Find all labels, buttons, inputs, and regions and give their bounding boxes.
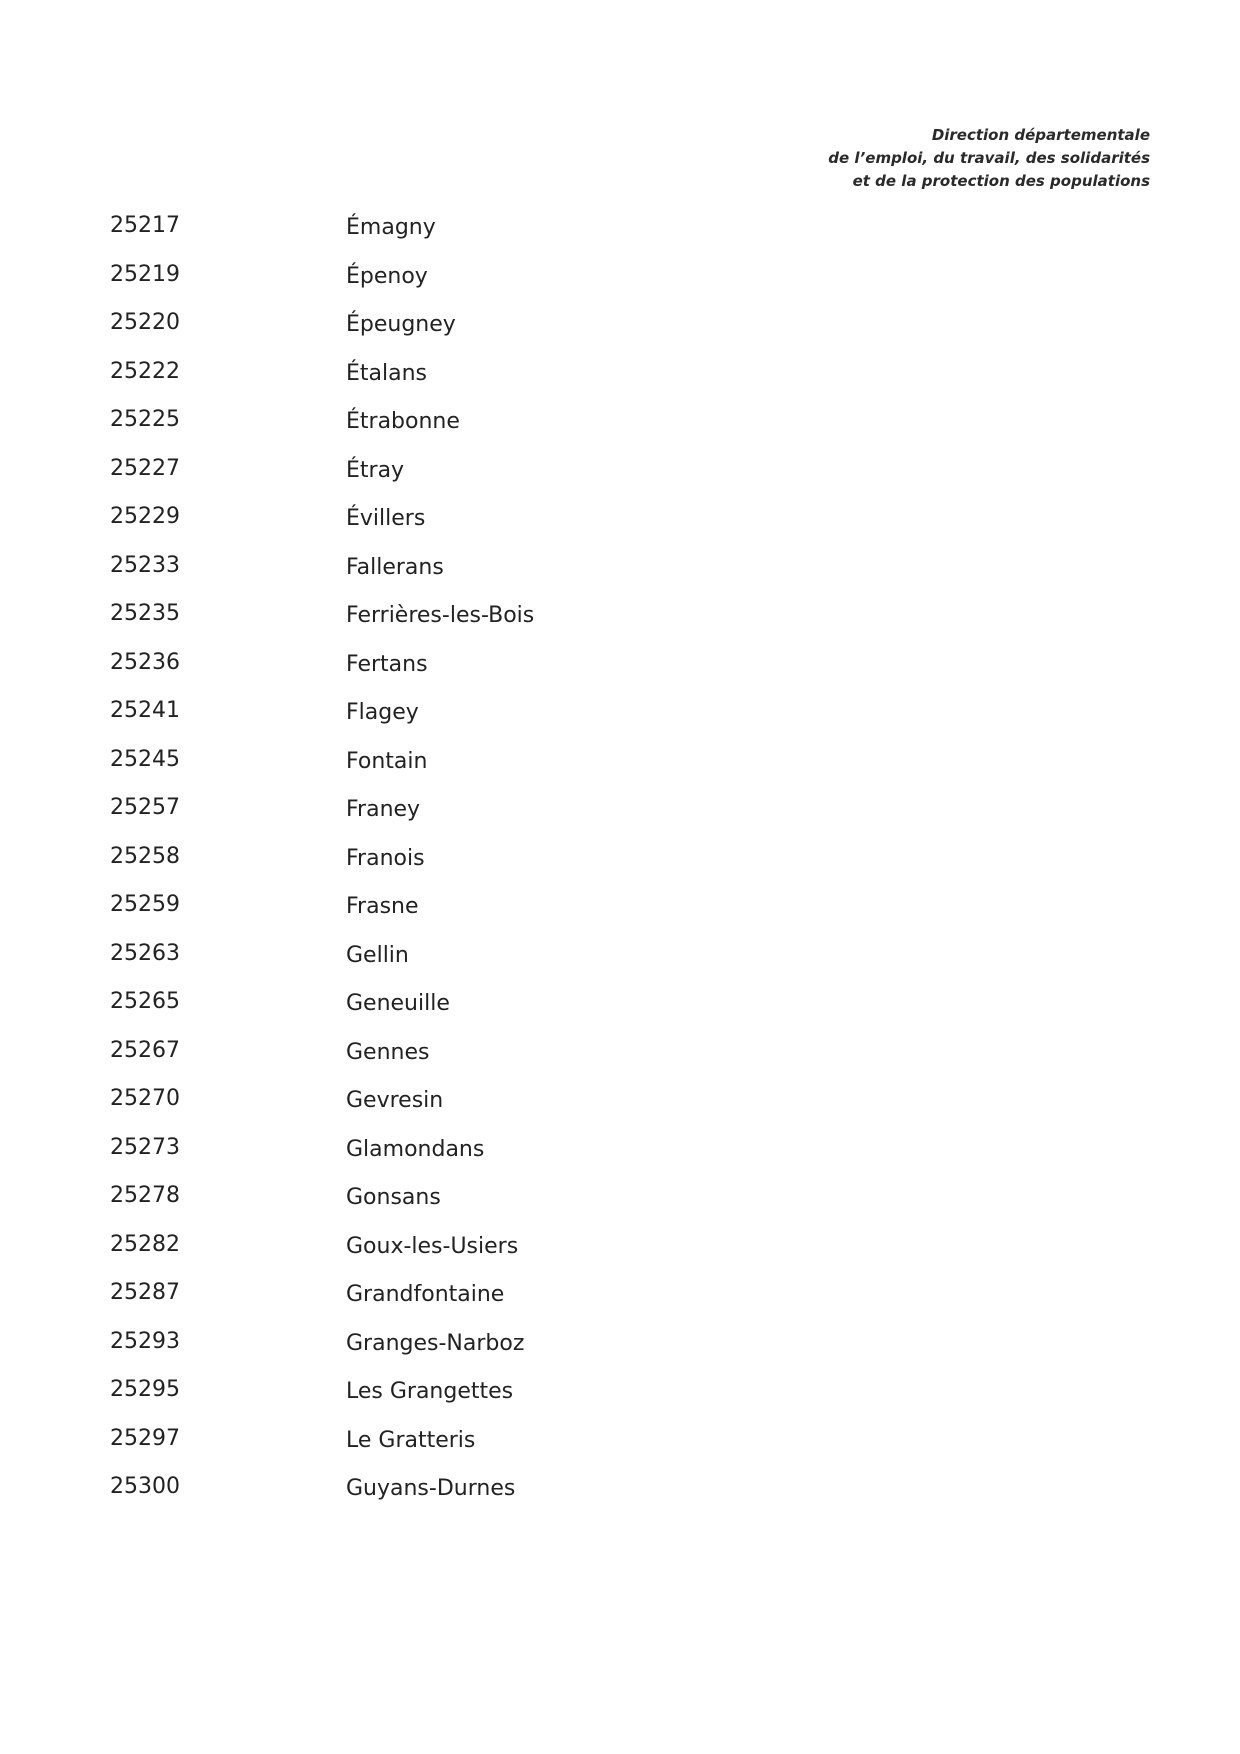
commune-code: 25227 xyxy=(110,455,180,481)
commune-name: Épenoy xyxy=(346,263,428,289)
list-item xyxy=(110,889,810,938)
list-item xyxy=(110,1277,810,1326)
list-item xyxy=(110,453,810,502)
list-item xyxy=(110,1180,810,1229)
commune-code: 25222 xyxy=(110,358,180,384)
commune-list xyxy=(110,210,810,1520)
header-line-3: et de la protection des populations xyxy=(852,172,1150,190)
commune-name: Goux-les-Usiers xyxy=(346,1233,519,1259)
commune-code: 25259 xyxy=(110,892,180,917)
list-item xyxy=(110,259,810,308)
commune-code: 25225 xyxy=(110,407,180,432)
commune-code: 25236 xyxy=(110,649,180,675)
commune-code: 25245 xyxy=(110,746,180,772)
commune-name: Guyans-Durnes xyxy=(346,1476,516,1501)
commune-name: Franois xyxy=(346,845,425,871)
list-item xyxy=(110,647,810,696)
commune-name: Étalans xyxy=(346,360,428,386)
commune-code: 25287 xyxy=(110,1280,180,1305)
commune-name: Franey xyxy=(346,797,421,822)
list-item xyxy=(110,501,810,550)
commune-code: 25241 xyxy=(110,698,180,723)
commune-code: 25258 xyxy=(110,843,180,869)
commune-code: 25220 xyxy=(110,310,180,335)
commune-code: 25297 xyxy=(110,1425,180,1451)
commune-code: 25293 xyxy=(110,1328,180,1354)
commune-name: Geneuille xyxy=(346,991,450,1016)
list-item xyxy=(110,1083,810,1132)
list-item xyxy=(110,792,810,841)
commune-code: 25273 xyxy=(110,1134,180,1160)
commune-name: Étrabonne xyxy=(346,409,460,434)
commune-name: Flagey xyxy=(346,700,419,725)
commune-name: Fertans xyxy=(346,651,428,677)
commune-code: 25270 xyxy=(110,1086,180,1111)
list-item xyxy=(110,938,810,987)
commune-code: 25263 xyxy=(110,940,180,966)
list-item xyxy=(110,1132,810,1181)
commune-name: Les Grangettes xyxy=(346,1379,514,1404)
list-item xyxy=(110,356,810,405)
commune-code: 25257 xyxy=(110,795,180,820)
commune-name: Frasne xyxy=(346,894,419,919)
list-item xyxy=(110,598,810,647)
list-item xyxy=(110,550,810,599)
commune-name: Gellin xyxy=(346,942,409,968)
commune-name: Gennes xyxy=(346,1039,430,1065)
list-item xyxy=(110,841,810,890)
commune-code: 25219 xyxy=(110,261,180,287)
list-item xyxy=(110,986,810,1035)
header-line-2: de l’emploi, du travail, des solidarités xyxy=(828,149,1150,167)
list-item xyxy=(110,404,810,453)
page-header xyxy=(828,124,1150,193)
list-item xyxy=(110,1326,810,1375)
commune-name: Émagny xyxy=(346,215,436,240)
commune-code: 25295 xyxy=(110,1377,180,1402)
commune-name: Fontain xyxy=(346,748,428,774)
commune-code: 25267 xyxy=(110,1037,180,1063)
commune-code: 25233 xyxy=(110,552,180,578)
commune-code: 25217 xyxy=(110,213,180,238)
list-item xyxy=(110,210,810,259)
commune-name: Gevresin xyxy=(346,1088,444,1113)
commune-code: 25235 xyxy=(110,601,180,626)
commune-code: 25282 xyxy=(110,1231,180,1257)
commune-name: Granges-Narboz xyxy=(346,1330,525,1356)
list-item xyxy=(110,744,810,793)
list-item xyxy=(110,695,810,744)
commune-code: 25265 xyxy=(110,989,180,1014)
list-item xyxy=(110,1471,810,1520)
commune-code: 25229 xyxy=(110,504,180,529)
commune-name: Étray xyxy=(346,457,405,483)
commune-name: Le Gratteris xyxy=(346,1427,476,1453)
commune-name: Gonsans xyxy=(346,1185,441,1210)
commune-name: Grandfontaine xyxy=(346,1282,505,1307)
commune-name: Glamondans xyxy=(346,1136,485,1162)
list-item xyxy=(110,1423,810,1472)
list-item xyxy=(110,1374,810,1423)
list-item xyxy=(110,1229,810,1278)
list-item xyxy=(110,1035,810,1084)
commune-code: 25300 xyxy=(110,1474,180,1499)
commune-name: Épeugney xyxy=(346,312,456,337)
commune-name: Évillers xyxy=(346,506,426,531)
header-line-1: Direction départementale xyxy=(931,126,1150,144)
commune-name: Fallerans xyxy=(346,554,444,580)
commune-name: Ferrières-les-Bois xyxy=(346,603,535,628)
list-item xyxy=(110,307,810,356)
commune-code: 25278 xyxy=(110,1183,180,1208)
